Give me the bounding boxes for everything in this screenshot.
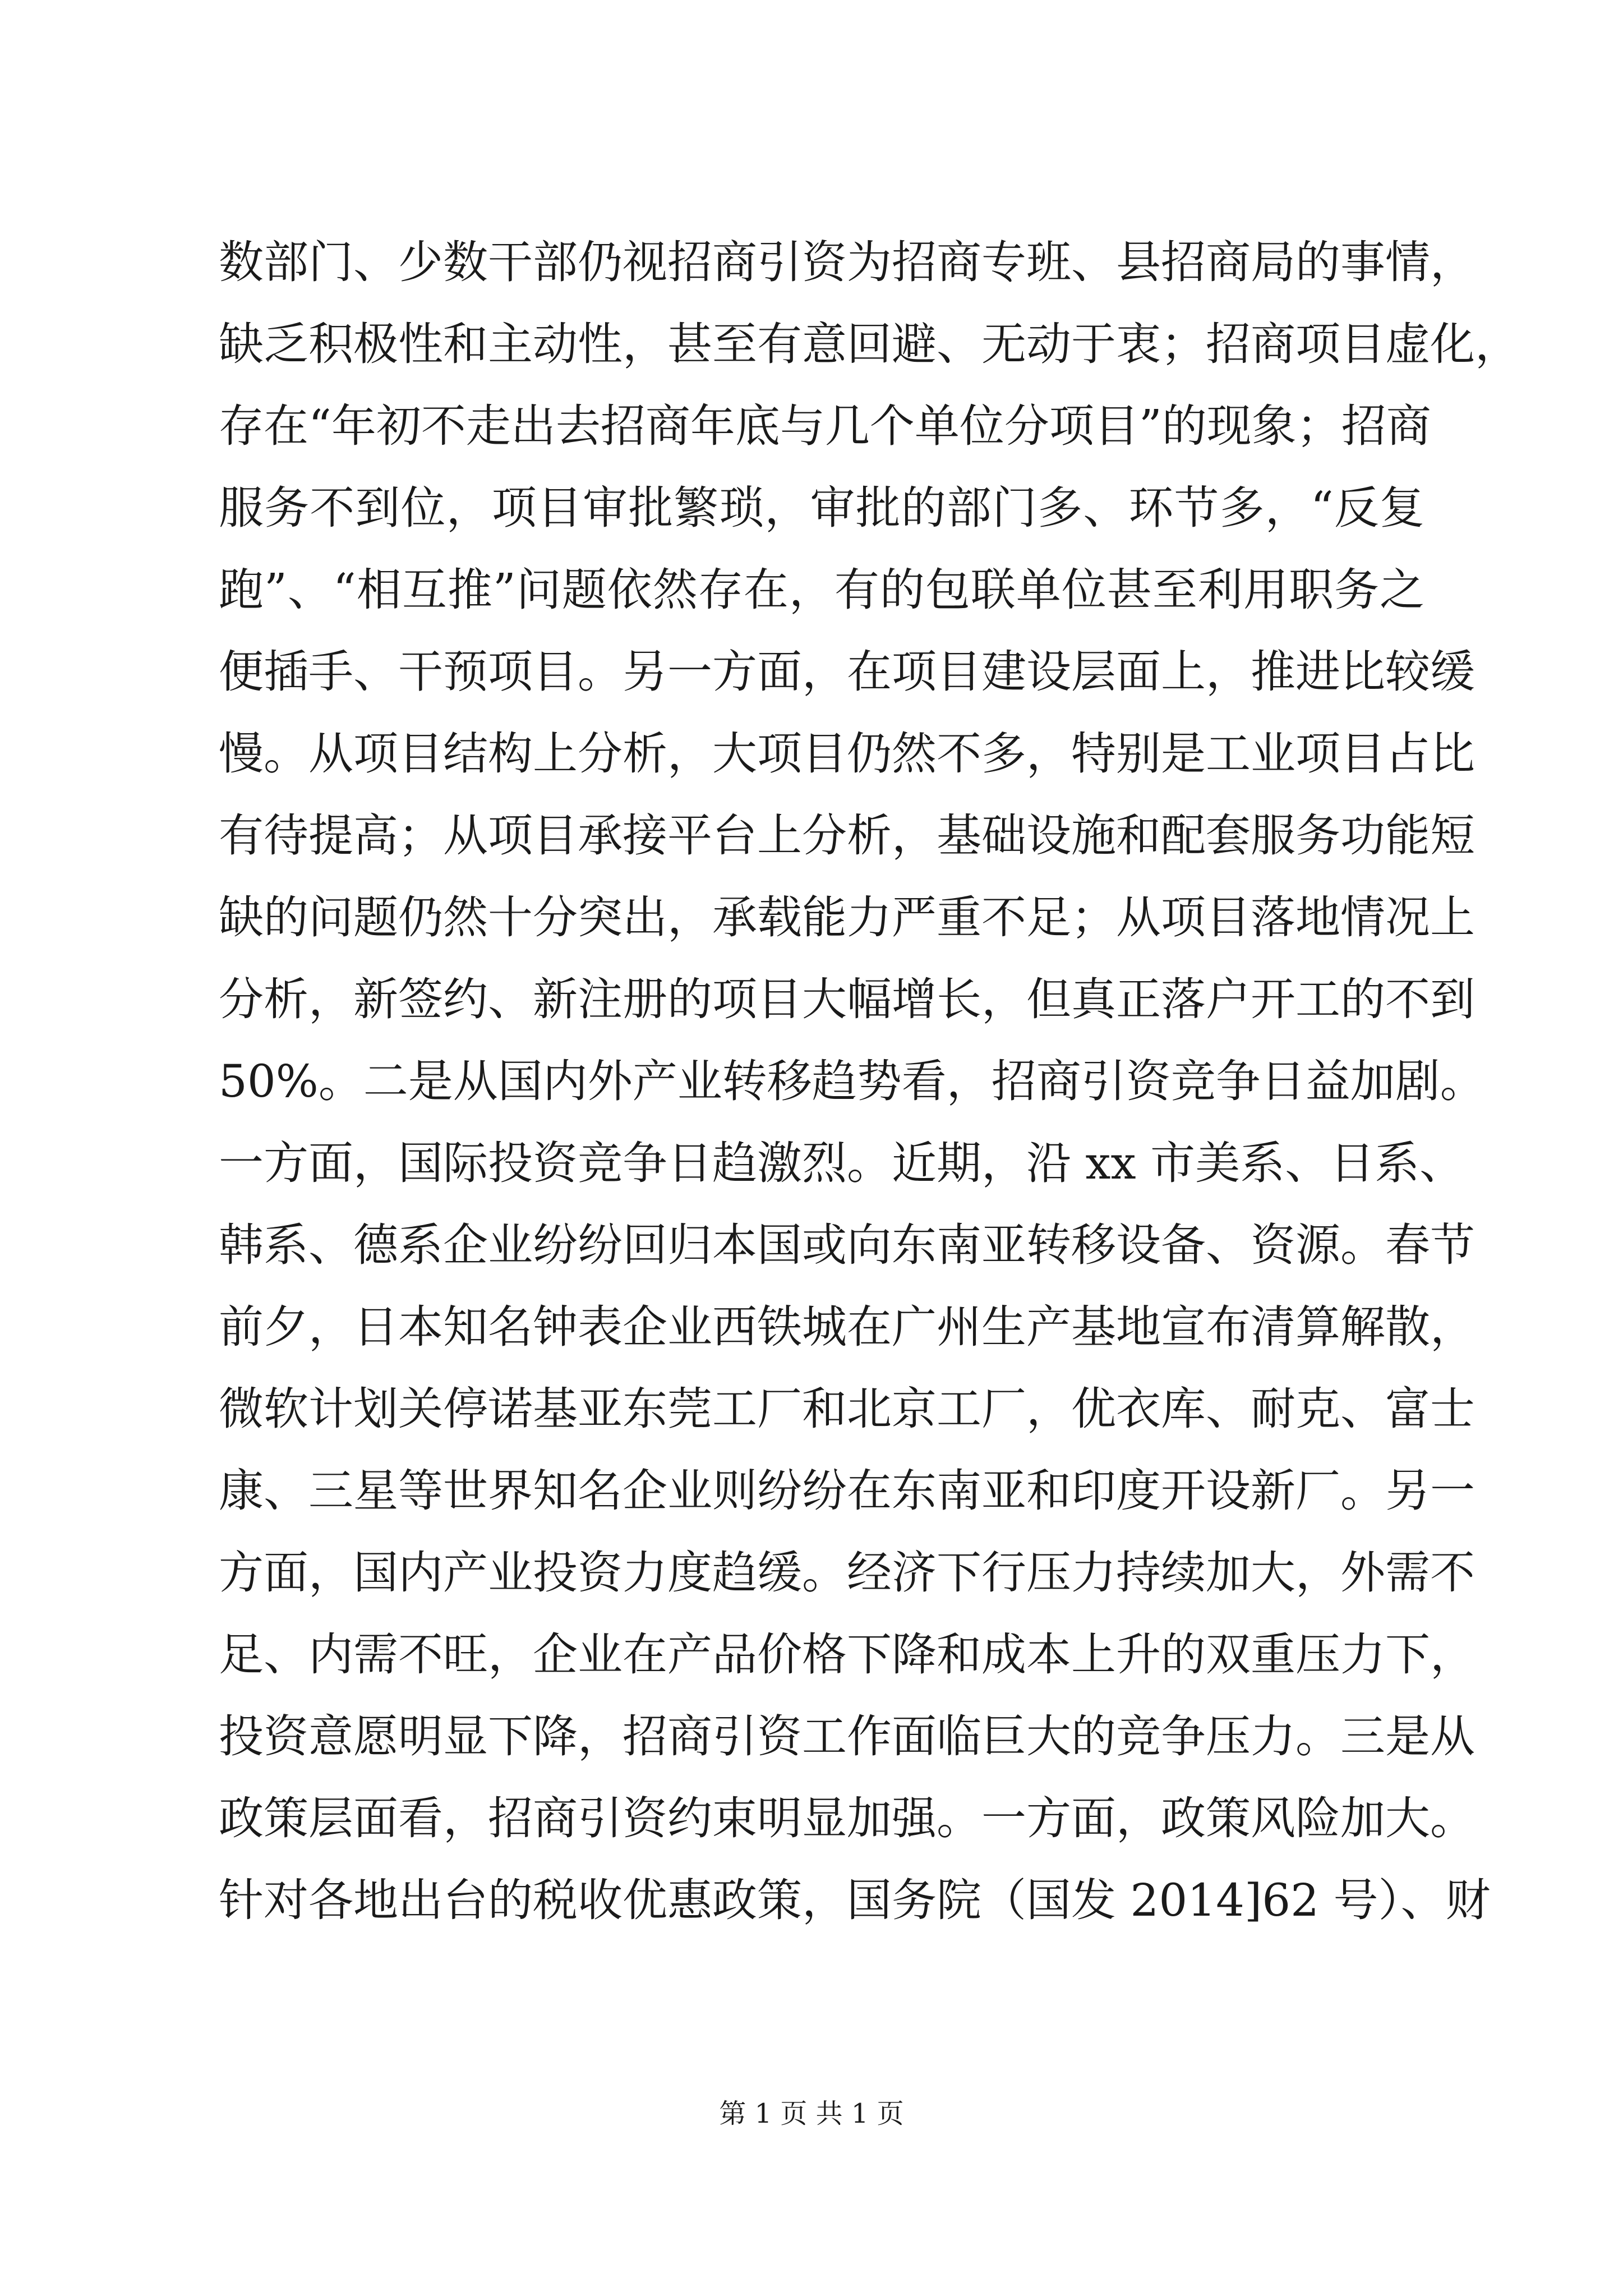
body-line: 跑”、“相互推”问题依然存在，有的包联单位甚至利用职务之: [219, 564, 1424, 616]
body-line: 方面，国内产业投资力度趋缓。经济下行压力持续加大，外需不: [219, 1547, 1475, 1599]
body-line: 数部门、少数干部仍视招商引资为招商专班、县招商局的事情，: [219, 236, 1475, 288]
page-footer: [0, 2097, 1623, 2131]
body-line: 有待提高；从项目承接平台上分析，基础设施和配套服务功能短: [219, 809, 1475, 862]
page-number: 第 1 页 共 1 页: [719, 2098, 904, 2129]
document-body: [219, 222, 1520, 1941]
body-line: 存在“年初不走出去招商年底与几个单位分项目”的现象；招商: [219, 400, 1431, 452]
body-line: 前夕，日本知名钟表企业西铁城在广州生产基地宣布清算解散，: [219, 1301, 1475, 1353]
body-line: 一方面，国际投资竞争日趋激烈。近期，沿 xx 市美系、日系、: [219, 1137, 1465, 1189]
body-line: 政策层面看，招商引资约束明显加强。一方面，政策风险加大。: [219, 1792, 1475, 1844]
body-line: 针对各地出台的税收优惠政策，国务院（国发 2014]62 号）、财: [219, 1874, 1491, 1926]
body-line: 分析，新签约、新注册的项目大幅增长，但真正落户开工的不到: [219, 973, 1475, 1025]
body-line: 50%。二是从国内外产业转移趋势看，招商引资竞争日益加剧。: [219, 1055, 1485, 1107]
body-line: 缺乏积极性和主动性，甚至有意回避、无动于衷；招商项目虚化，: [219, 318, 1520, 370]
body-line: 慢。从项目结构上分析，大项目仍然不多，特别是工业项目占比: [219, 728, 1475, 780]
body-line: 便插手、干预项目。另一方面，在项目建设层面上，推进比较缓: [219, 646, 1475, 698]
body-line: 投资意愿明显下降，招商引资工作面临巨大的竞争压力。三是从: [219, 1710, 1475, 1763]
body-line: 微软计划关停诺基亚东莞工厂和北京工厂，优衣库、耐克、富士: [219, 1383, 1475, 1435]
body-line: 康、三星等世界知名企业则纷纷在东南亚和印度开设新厂。另一: [219, 1465, 1475, 1517]
body-line: 服务不到位，项目审批繁琐，审批的部门多、环节多，“反复: [219, 482, 1424, 534]
body-line: 足、内需不旺，企业在产品价格下降和成本上升的双重压力下，: [219, 1628, 1475, 1681]
body-line: 缺的问题仍然十分突出，承载能力严重不足；从项目落地情况上: [219, 891, 1475, 944]
body-line: 韩系、德系企业纷纷回归本国或向东南亚转移设备、资源。春节: [219, 1219, 1475, 1271]
